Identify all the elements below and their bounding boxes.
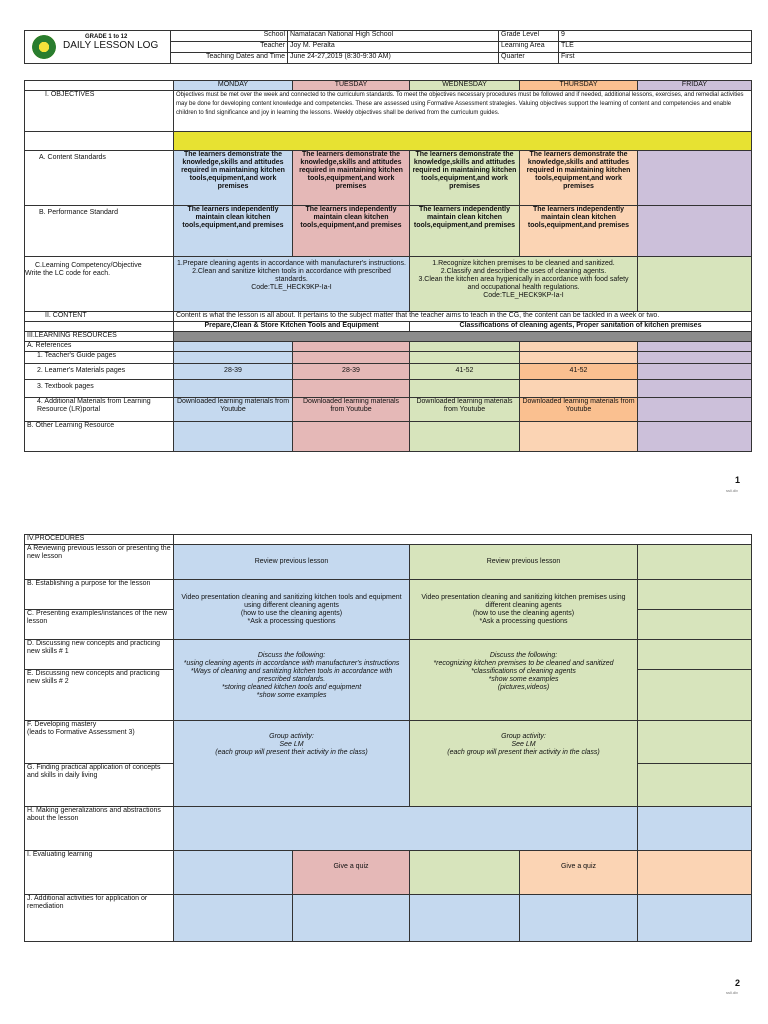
performance-standard-wed: The learners independently maintain clean kitchen tools,equipment,and premises [410, 206, 520, 257]
day-friday: FRIDAY [638, 81, 752, 91]
additional-fri [638, 895, 752, 942]
evaluating-fri [638, 851, 752, 895]
presenting-label: C. Presenting examples/instances of the new lesson [25, 610, 174, 640]
tg-thu [520, 352, 638, 364]
competency-label-cell [25, 257, 174, 312]
discussing-1-label: D. Discussing new concepts and practicing new skills # 1 [25, 640, 174, 670]
deped-seal-icon [32, 35, 56, 59]
quiz-tue: Give a quiz [293, 851, 410, 895]
grade-range: GRADE 1 to 12 [85, 34, 128, 40]
discuss-mon-tue: Discuss the following: *using cleaning agents in accordance with manufacturer's instructions *Ways of cleaning and sanitizing kitchen tools in accordance with prescribed standards. *storing cleaned kitchen tools and equipment *show some examples [174, 640, 410, 721]
other-tue [293, 422, 410, 452]
content-standards-label: A. Content Standards [25, 151, 174, 206]
other-fri [638, 422, 752, 452]
review-mon-tue: Review previous lesson [174, 545, 410, 580]
page-footer-2: ssli.div [726, 990, 739, 995]
discuss2-fri [638, 670, 752, 721]
page-footer-1: ssli.div [726, 488, 739, 493]
corner-cell [25, 81, 174, 91]
discuss-wed-thu: Discuss the following: *recognizing kitchen premises to be cleaned and sanitized *classifications of cleaning agents *show some examples (pictures,videos) [410, 640, 638, 721]
other-mon [174, 422, 293, 452]
add-thu: Downloaded learning materials from Youtube [520, 398, 638, 422]
add-mon: Downloaded learning materials from Youtube [174, 398, 293, 422]
document-title: DAILY LESSON LOG [63, 40, 159, 51]
add-fri [638, 398, 752, 422]
discuss1-fri [638, 640, 752, 670]
additional-materials-label: 4. Additional Materials from Learning Resource (LR)portal [25, 398, 174, 422]
tg-wed [410, 352, 520, 364]
performance-standard-label: B. Performance Standard [25, 206, 174, 257]
generalizations-mon-thu [174, 807, 638, 851]
content-standards-thu: The learners demonstrate the knowledge,skills and attitudes required in maintaining kitchen tools,equipment,and work premises [520, 151, 638, 206]
tb-thu [520, 380, 638, 398]
additional-thu [520, 895, 638, 942]
tg-fri [638, 352, 752, 364]
content-standards-tue: The learners demonstrate the knowledge,skills and attitudes required in maintaining kitchen tools,equipment,and work premises [293, 151, 410, 206]
dates-label: Teaching Dates and Time [171, 53, 288, 64]
purpose-label: B. Establishing a purpose for the lesson [25, 580, 174, 610]
learning-area-value: TLE [559, 42, 752, 53]
school-label: School [171, 31, 288, 42]
tg-tue [293, 352, 410, 364]
learners-materials-label: 2. Learner's Materials pages [25, 364, 174, 380]
header-table [24, 30, 752, 64]
school-value: Namatacan National High School [288, 31, 499, 42]
video-wed-thu: Video presentation cleaning and sanitizing kitchen premises using different cleaning agents (how to use the cleaning agents) *Ask a processing questions [410, 580, 638, 640]
lm-thu: 41-52 [520, 364, 638, 380]
textbook-label: 3. Textbook pages [25, 380, 174, 398]
lm-tue: 28-39 [293, 364, 410, 380]
grade-level-value: 9 [559, 31, 752, 42]
discussing-2-label: E. Discussing new concepts and practicing new skills # 2 [25, 670, 174, 721]
references-wed [410, 342, 520, 352]
practical-application-label: G. Finding practical application of concepts and skills in daily living [25, 764, 174, 807]
references-label: A. References [25, 342, 174, 352]
teacher-value: Joy M. Peralta [288, 42, 499, 53]
content-wed-thu: Classifications of cleaning agents, Proper sanitation of kitchen premises [410, 322, 752, 332]
day-wednesday: WEDNESDAY [410, 81, 520, 91]
tg-mon [174, 352, 293, 364]
review-wed-thu: Review previous lesson [410, 545, 638, 580]
dates-value: June 24-27,2019 (8:30-9:30 AM) [288, 53, 499, 64]
grade-level-label: Grade Level [499, 31, 559, 42]
content-standards-fri [638, 151, 752, 206]
teachers-guide-label: 1. Teacher's Guide pages [25, 352, 174, 364]
other-wed [410, 422, 520, 452]
learning-area-label: Learning Area [499, 42, 559, 53]
mastery-label: F. Developing mastery (leads to Formative Assessment 3) [25, 721, 174, 764]
additional-tue [293, 895, 410, 942]
mastery-fri [638, 721, 752, 764]
references-mon [174, 342, 293, 352]
quarter-value: First [559, 53, 752, 64]
group-wed-thu: Group activity: See LM (each group will present their activity in the class) [410, 721, 638, 807]
page-2 [0, 520, 768, 1024]
lm-fri [638, 364, 752, 380]
procedures-bar [174, 535, 752, 545]
reviewing-label: A Reviewing previous lesson or presenting the new lesson [25, 545, 174, 580]
tb-wed [410, 380, 520, 398]
evaluating-mon [174, 851, 293, 895]
quarter-label: Quarter [499, 53, 559, 64]
add-tue: Downloaded learning materials from Youtube [293, 398, 410, 422]
additional-wed [410, 895, 520, 942]
content-note: Content is what the lesson is all about. It pertains to the subject matter that the teacher aims to teach in the CG, the content can be tackled in a week or two. [174, 312, 752, 322]
empty-cell [25, 322, 174, 332]
page-number-2: 2 [735, 978, 741, 988]
lesson-table-1 [24, 80, 752, 452]
objectives-highlight-bar [174, 132, 752, 151]
other-resource-label: B. Other Learning Resource [25, 422, 174, 452]
day-thursday: THURSDAY [520, 81, 638, 91]
group-mon-tue: Group activity: See LM (each group will present their activity in the class) [174, 721, 410, 807]
lesson-table-2 [24, 534, 752, 942]
tb-mon [174, 380, 293, 398]
competency-sublabel: Write the LC code for each. [25, 270, 111, 277]
references-tue [293, 342, 410, 352]
page-1 [0, 0, 768, 500]
competency-wed-thu: 1.Recognize kitchen premises to be cleaned and sanitized. 2.Classify and described the uses of cleaning agents. 3.Clean the kitchen area hygienically in accordance with food safety and occupational health regulations. Code:TLE_HECK9KP-Ia-I [410, 257, 638, 312]
procedures-label: IV.PROCEDURES [25, 535, 174, 545]
competency-mon-tue: 1.Prepare cleaning agents in accordance with manufacturer's instructions. 2.Clean and sanitize kitchen tools in accordance with prescribed standards. Code:TLE_HECK9KP-Ia-I [174, 257, 410, 312]
learning-resources-label: III.LEARNING RESOURCES [25, 332, 174, 342]
evaluating-label: I. Evaluating learning [25, 851, 174, 895]
quiz-thu: Give a quiz [520, 851, 638, 895]
lm-wed: 41-52 [410, 364, 520, 380]
content-standards-mon: The learners demonstrate the knowledge,skills and attitudes required in maintaining kitchen tools,equipment,and work premises [174, 151, 293, 206]
performance-standard-fri [638, 206, 752, 257]
day-tuesday: TUESDAY [293, 81, 410, 91]
practical-fri [638, 764, 752, 807]
empty-cell [25, 132, 174, 151]
performance-standard-mon: The learners independently maintain clean kitchen tools,equipment,and premises [174, 206, 293, 257]
tb-fri [638, 380, 752, 398]
tb-tue [293, 380, 410, 398]
references-fri [638, 342, 752, 352]
learning-resources-bar [174, 332, 752, 342]
competency-label: C.Learning Competency/Objective [35, 262, 142, 269]
review-fri [638, 545, 752, 580]
content-standards-wed: The learners demonstrate the knowledge,skills and attitudes required in maintaining kitchen tools,equipment,and work premises [410, 151, 520, 206]
evaluating-wed [410, 851, 520, 895]
add-wed: Downloaded learning materials from Youtube [410, 398, 520, 422]
teacher-label: Teacher [171, 42, 288, 53]
generalizations-label: H. Making generalizations and abstractions about the lesson [25, 807, 174, 851]
additional-mon [174, 895, 293, 942]
objectives-text: Objectives must be met over the week and connected to the curriculum standards. To meet the objectives necessary procedures must be followed and if needed, additional lessons, exercises, and remedial activities may be done for developing content knowledge and competencies. These are assessed using Formative Assessment strategies. Valuing objectives support the learning of content and competencies and enable children to find significance and joy in learning the lessons. Weekly objectives shall be derived from the curriculum guides. [174, 91, 752, 132]
content-mon-tue: Prepare,Clean & Store Kitchen Tools and Equipment [174, 322, 410, 332]
page-number-1: 1 [735, 475, 741, 485]
performance-standard-tue: The learners independently maintain clean kitchen tools,equipment,and premises [293, 206, 410, 257]
objectives-label: I. OBJECTIVES [25, 91, 174, 132]
purpose-fri [638, 580, 752, 610]
presenting-fri [638, 610, 752, 640]
header-logo-cell [25, 31, 171, 64]
lm-mon: 28-39 [174, 364, 293, 380]
competency-fri [638, 257, 752, 312]
performance-standard-thu: The learners independently maintain clean kitchen tools,equipment,and premises [520, 206, 638, 257]
additional-activities-label: J. Additional activities for application or remediation [25, 895, 174, 942]
content-label: II. CONTENT [25, 312, 174, 322]
video-mon-tue: Video presentation cleaning and sanitizing kitchen tools and equipment using different cleaning agents (how to use the cleaning agents) *Ask a processing questions [174, 580, 410, 640]
other-thu [520, 422, 638, 452]
references-thu [520, 342, 638, 352]
generalizations-fri [638, 807, 752, 851]
day-monday: MONDAY [174, 81, 293, 91]
